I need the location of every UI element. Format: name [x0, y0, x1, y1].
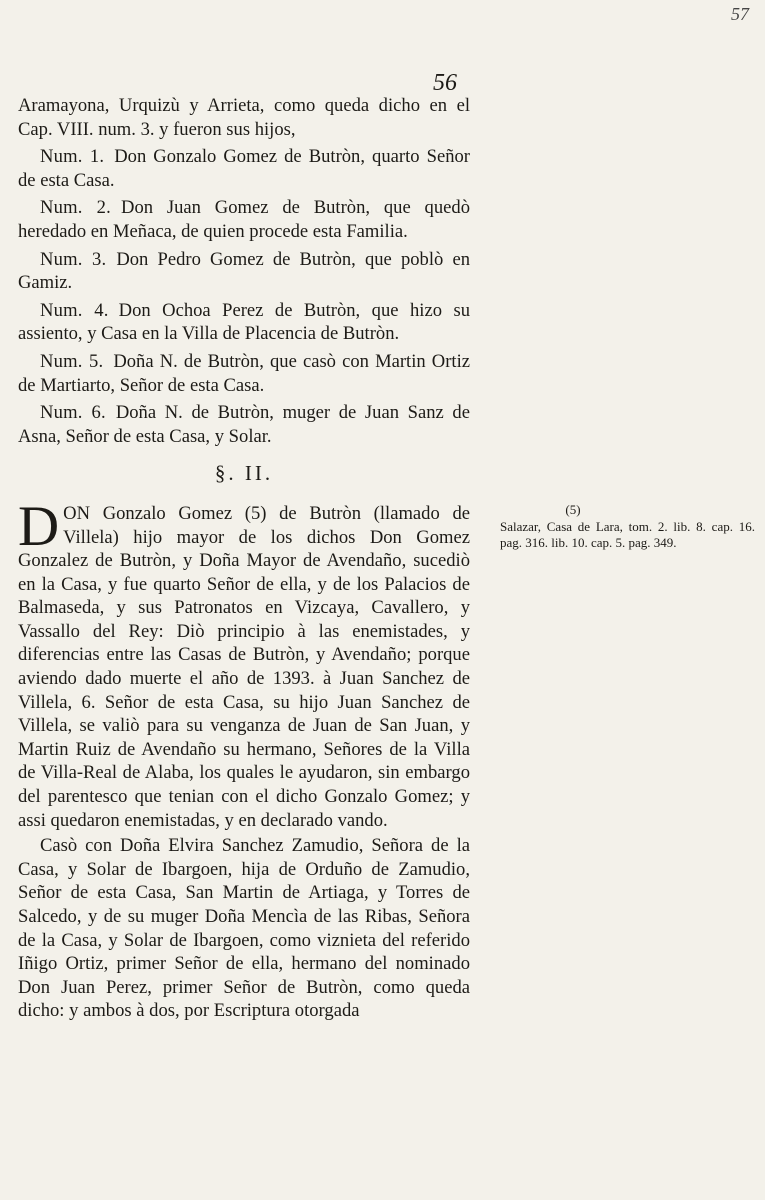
drop-cap: D	[18, 494, 60, 558]
paragraph-1	[18, 494, 470, 832]
entry-text: Doña N. de Butròn, que casò con Martin Ortiz de Martiarto, Señor de esta Casa.	[18, 350, 470, 396]
section-heading: §. II.	[214, 461, 274, 486]
margin-note	[500, 502, 755, 552]
margin-note-text: Salazar, Casa de Lara, tom. 2. lib. 8. cap. 16. pag. 316. lib. 10. cap. 5. pag. 349.	[500, 518, 755, 550]
entry-number: Num. 3.	[40, 248, 107, 270]
intro-paragraph: Aramayona, Urquizù y Arrieta, como queda dicho en el Cap. VIII. num. 3. y fueron sus hijos,	[18, 95, 470, 140]
entry-text: Don Juan Gomez de Butròn, que quedò heredado en Meñaca, de quien procede esta Familia.	[18, 197, 470, 242]
entry-number: Num. 5.	[40, 350, 104, 372]
entry-1	[18, 145, 470, 192]
entry-text: Don Gonzalo Gomez de Butròn, quarto Señor de esta Casa.	[18, 146, 470, 191]
entry-5	[18, 350, 470, 397]
entry-number: Num. 4.	[40, 299, 109, 321]
entry-4	[18, 299, 470, 346]
entry-6	[18, 401, 470, 448]
entry-number: Num. 6.	[40, 402, 106, 424]
entry-number: Num. 2.	[40, 197, 112, 219]
main-text-column	[18, 94, 470, 1023]
entry-text: Don Pedro Gomez de Butròn, que poblò en Gamiz.	[18, 248, 470, 294]
entry-text: Doña N. de Butròn, muger de Juan Sanz de Asna, Señor de esta Casa, y Solar.	[18, 402, 470, 447]
paragraph-1-text: Gonzalo Gomez (5) de Butròn (llamado de Villela) hijo mayor de los dichos Don Gomez Gonzalez de Butròn, y Doña Mayor de Avendaño, sucediò en la Casa, y fue quarto Señor de ella, y de los Palacios de Balmaseda, y sus Patronatos en Vizcaya, Cavallero, y Vassallo del Rey: Diò principio à las enemistades, y diferencias entre las Casas de Butròn, y Avendaño; porque aviendo dado muerte el año de 1393. à Juan Sanchez de Villela, 6. Señor de esta Casa, su hijo Juan Sanchez de Villela, se valiò para su venganza de Juan de San Juan, y Martin Ruiz de Avendaño su hermano, Señores de la Villa de Villa-Real de Alaba, los quales le ayudaron, sin embargo del parentesco que tenian con el dicho Gonzalo Gomez; y assi quedaron enemistadas, y en declarado vando.	[18, 502, 470, 831]
manuscript-page-number: 57	[731, 4, 749, 24]
entry-text: Don Ochoa Perez de Butròn, que hizo su assiento, y Casa en la Villa de Placencia de Butròn.	[18, 299, 470, 345]
paragraph-2: Casò con Doña Elvira Sanchez Zamudio, Señora de la Casa, y Solar de Ibargoen, hija de Orduño de Zamudio, Señor de esta Casa, San Martin de Artiaga, y Torres de Salcedo, y de su muger Doña Mencìa de las Ribas, Señora de la Casa, y Solar de Ibargoen, como viznieta del referido Iñigo Ortiz, primer Señor de ella, hermano del nominado Don Juan Perez, primer Señor de Butròn, como queda dicho: y ambos à dos, por Escriptura otorgada	[18, 835, 470, 1022]
page-number: 56	[433, 70, 457, 96]
paragraph-1-smallcaps: ON	[63, 502, 91, 524]
margin-note-ref: (5)	[565, 502, 581, 517]
entry-number: Num. 1.	[40, 146, 105, 168]
entry-2	[18, 196, 470, 243]
entry-3	[18, 248, 470, 295]
